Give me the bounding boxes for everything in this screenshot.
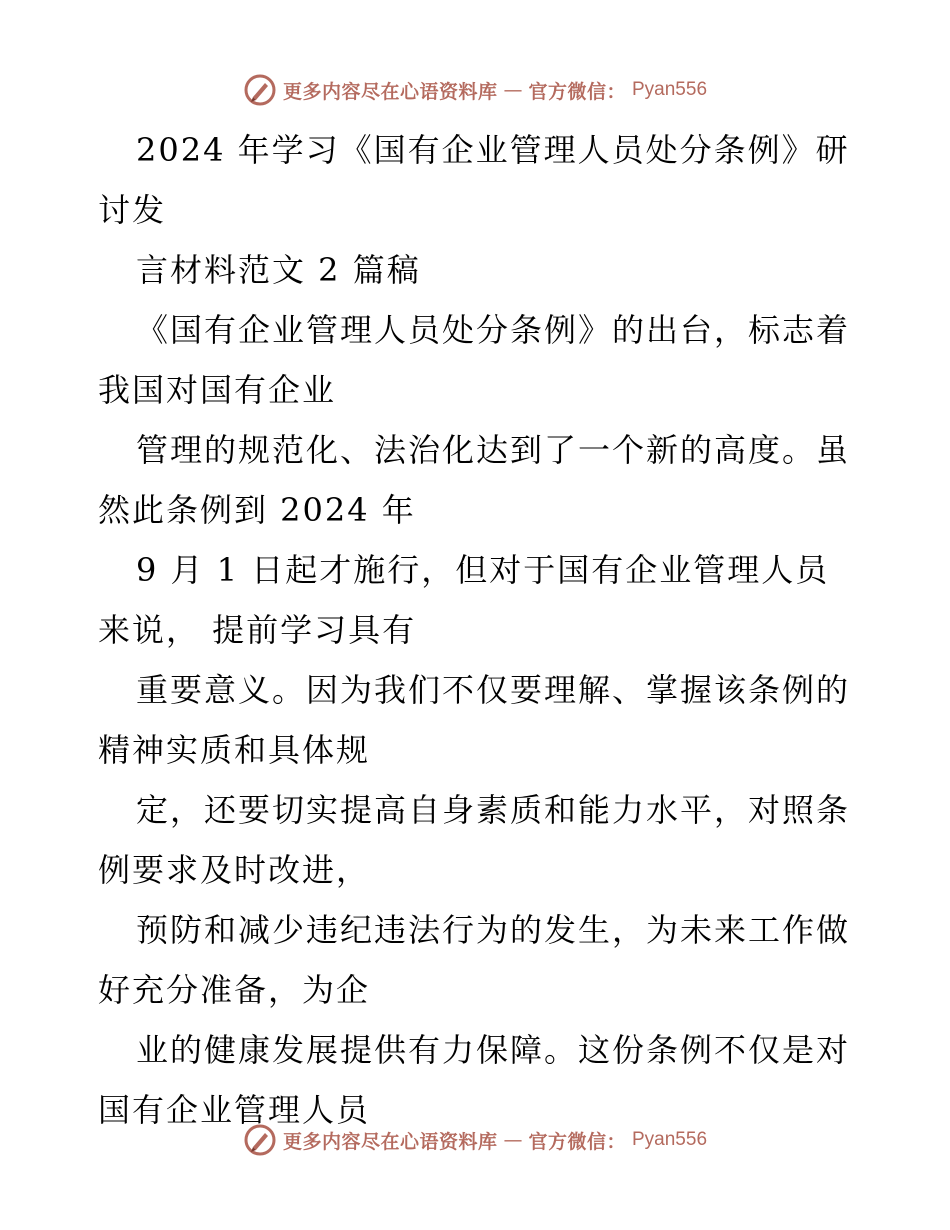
text-line: 重要意义。因为我们不仅要理解、掌握该条例的 [136,671,851,709]
document-body [98,120,858,1140]
watermark-wechat-label: 官方微信： [528,80,626,103]
text-line: 讨发 [98,191,167,229]
watermark-wechat-id: Pyan556 [632,79,708,100]
watermark-text: 更多内容尽在心语资料库 [282,80,498,103]
watermark-wechat-id: Pyan556 [632,1129,708,1150]
text-line: 9 月 1 日起才施行，但对于国有企业管理人员 [136,551,830,589]
text-line: 预防和减少违纪违法行为的发生，为未来工作做 [136,911,851,949]
text-line: 好充分准备，为企 [98,971,371,1009]
header-watermark [0,70,950,110]
text-line: 我国对国有企业 [98,371,337,409]
watermark-text: 更多内容尽在心语资料库 [282,1130,498,1153]
watermark-wechat-label: 官方微信： [528,1130,626,1153]
text-line: 来说， 提前学习具有 [98,611,417,649]
text-line: 精神实质和具体规 [98,731,371,769]
text-line: 言材料范文 2 篇稿 [136,251,421,289]
watermark-separator: — [503,79,523,101]
text-line: 定，还要切实提高自身素质和能力水平，对照条 [136,791,851,829]
pen-logo-icon [243,1123,277,1157]
text-line: 管理的规范化、法治化达到了一个新的高度。虽 [136,431,851,469]
text-line: 国有企业管理人员 [98,1091,371,1129]
text-line: 例要求及时改进， [98,851,371,889]
text-line: 业的健康发展提供有力保障。这份条例不仅是对 [136,1031,851,1069]
text-line: 然此条例到 2024 年 [98,491,416,529]
watermark-separator: — [503,1129,523,1151]
text-line: 《国有企业管理人员处分条例》的出台，标志着 [136,311,851,349]
pen-logo-icon [243,73,277,107]
text-line: 2024 年学习《国有企业管理人员处分条例》研 [136,131,850,169]
footer-watermark [0,1120,950,1160]
